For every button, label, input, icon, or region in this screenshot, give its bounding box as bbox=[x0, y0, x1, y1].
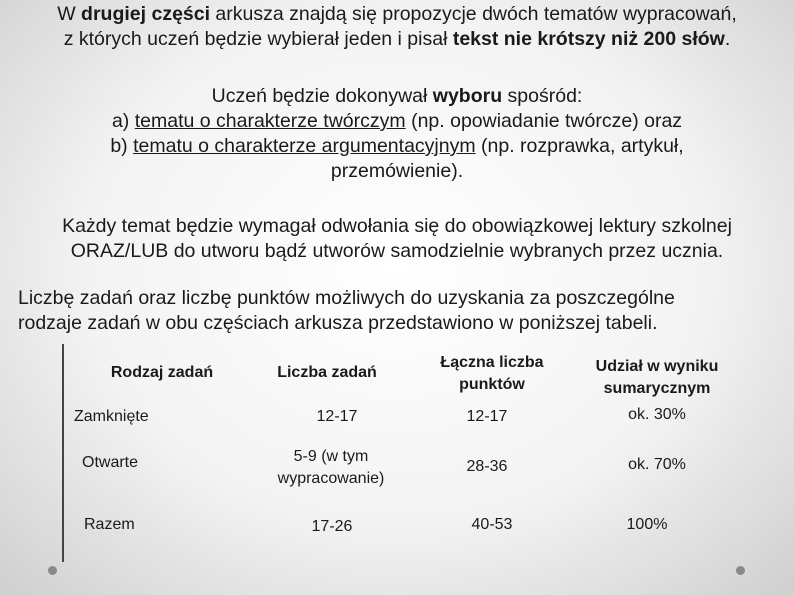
header-points: Łączna liczba punktów bbox=[440, 354, 544, 393]
reading-paragraph: Każdy temat będzie wymagał odwołania się do obowiązkowej lektury szkolnej ORAZ/LUB do utworu bądź utworów samodzielnie wybranych przez ucznia. bbox=[62, 215, 732, 262]
choice-paragraph: Uczeń będzie dokonywał wyboru spośród: a) tematu o charakterze twórczym (np. opowiadanie twórcze) oraz b) tematu o charakterze argumentacyjnym (np. rozprawka, artykuł, przemówienie). bbox=[110, 85, 684, 182]
exam-table bbox=[62, 344, 746, 564]
row-closed-type: Zamknięte bbox=[74, 408, 149, 425]
table-intro-paragraph: Liczbę zadań oraz liczbę punktów możliwych do uzyskania za poszczególne rodzaje zadań w obu częściach arkusza przedstawiono w poniższej tabeli. bbox=[18, 287, 675, 334]
header-share: Udział w wyniku sumarycznym bbox=[595, 358, 719, 397]
intro-bold-part: drugiej części bbox=[81, 3, 211, 25]
row-total-share: 100% bbox=[626, 516, 668, 533]
argumentative-topic: tematu o charakterze argumentacyjnym bbox=[133, 135, 476, 157]
row-total-type: Razem bbox=[84, 516, 135, 533]
row-closed-share: ok. 30% bbox=[628, 406, 686, 423]
choice-bold-word: wyboru bbox=[432, 85, 503, 107]
row-open-points: 28-36 bbox=[466, 458, 508, 475]
header-task-count: Liczba zadań bbox=[277, 364, 377, 381]
row-closed-points: 12-17 bbox=[466, 408, 508, 425]
slide-dot-left bbox=[48, 566, 57, 575]
table-left-border bbox=[62, 344, 64, 562]
row-open-count: 5-9 (w tym wypracowanie) bbox=[277, 448, 385, 487]
row-total-count: 17-26 bbox=[311, 518, 353, 535]
header-task-type: Rodzaj zadań bbox=[110, 364, 214, 381]
word-limit-text: tekst nie krótszy niż 200 słów bbox=[452, 28, 725, 50]
row-open-type: Otwarte bbox=[82, 454, 139, 471]
row-open-share: ok. 70% bbox=[628, 456, 686, 473]
row-total-points: 40-53 bbox=[471, 516, 513, 533]
row-closed-count: 12-17 bbox=[316, 408, 358, 425]
creative-topic: tematu o charakterze twórczym bbox=[134, 110, 406, 132]
intro-paragraph: W drugiej części arkusza znajdą się propozycje dwóch tematów wypracowań, z których uczeń będzie wybierał jeden i pisał tekst nie krótszy niż 200 słów. bbox=[57, 3, 737, 50]
slide-dot-right bbox=[736, 566, 745, 575]
